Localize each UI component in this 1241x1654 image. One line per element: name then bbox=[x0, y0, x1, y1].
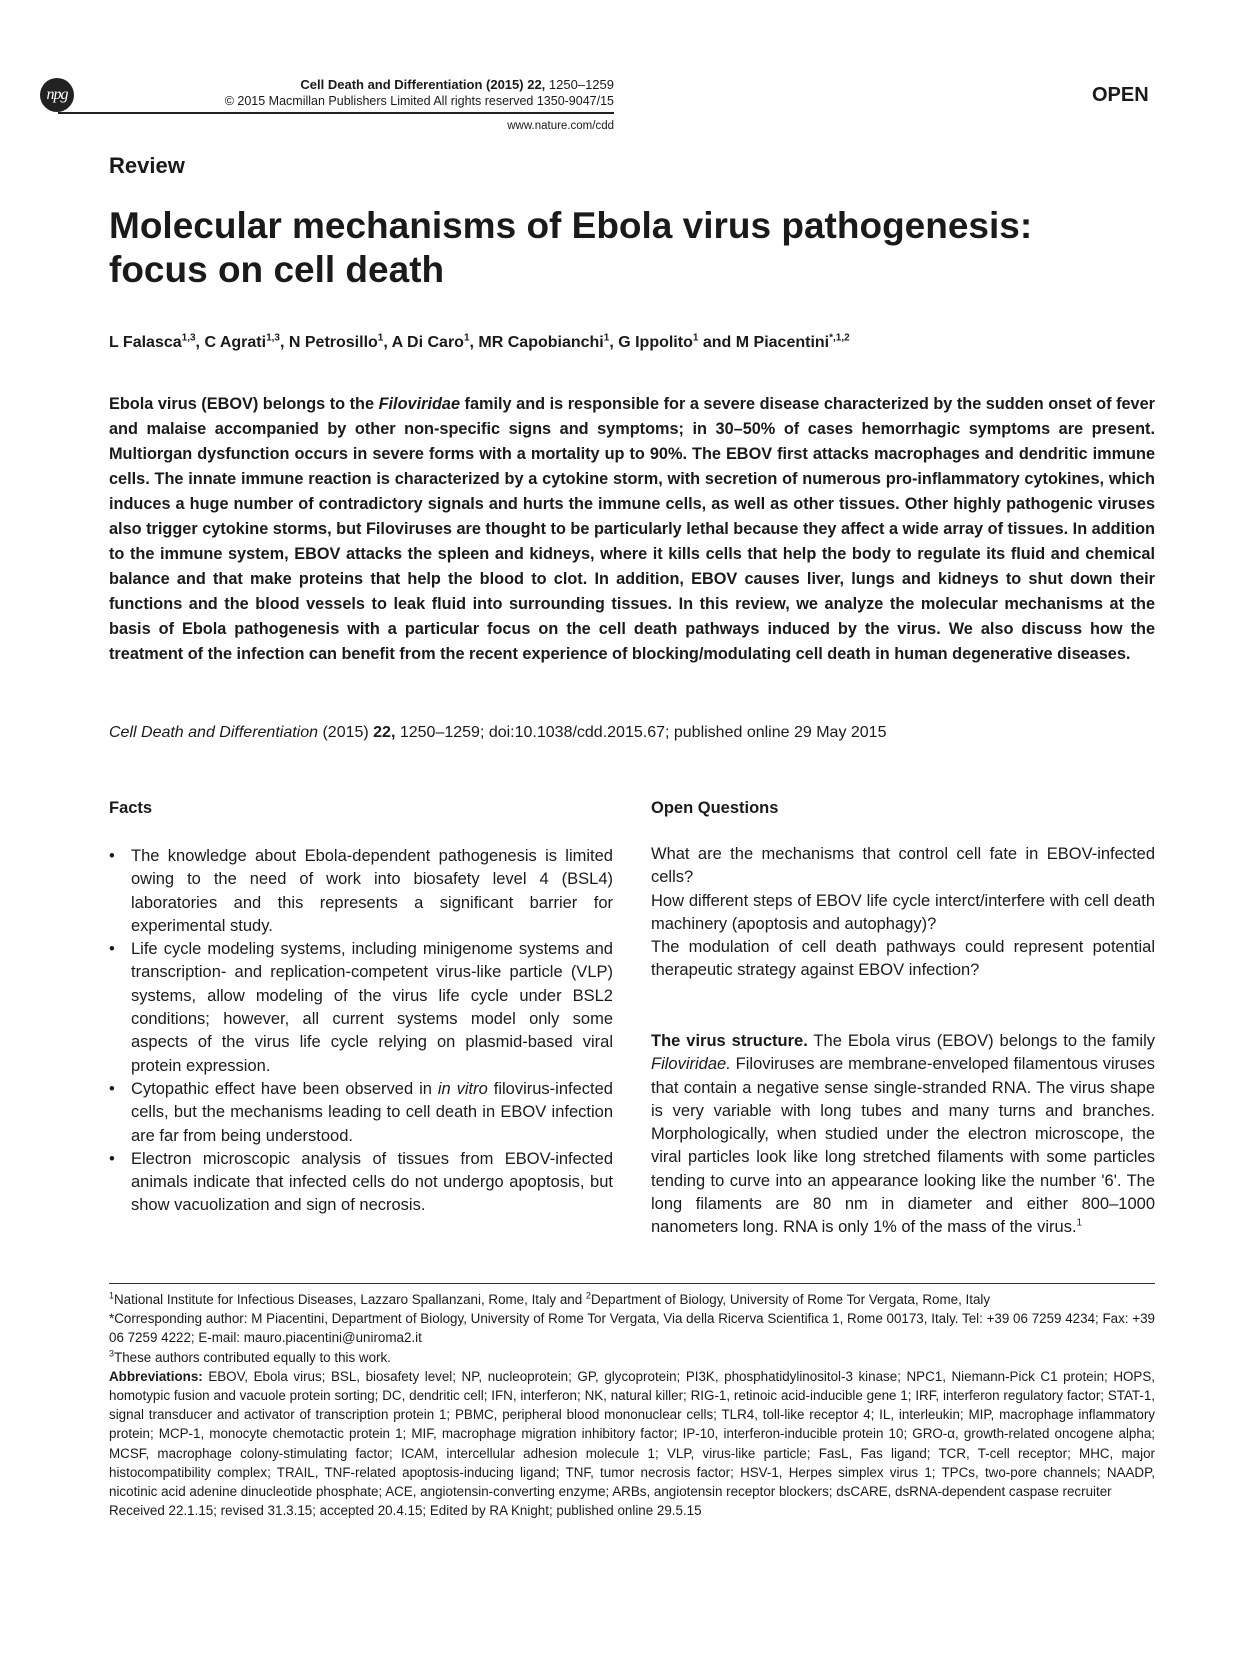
author-affiliation: 1 bbox=[692, 333, 699, 344]
citation-year: (2015) bbox=[318, 724, 374, 741]
corresponding-author: *Corresponding author: M Piacentini, Department of Biology, University of Rome Tor Vergata, Via della Ricerva Scientifica 1, Rome 00173, Italy. Tel: +39 06 7259 4234; Fax: +39 06 7259 4222; E-mail: mauro.piacentini@uniroma2.it bbox=[109, 1311, 1155, 1346]
fact-text: filovirus-infected cells, but the mechanisms leading to cell death in EBOV infection are far from being understood. bbox=[131, 1079, 613, 1145]
journal-info bbox=[225, 76, 614, 110]
journal-pages: 1250–1259 bbox=[548, 77, 614, 92]
section-type: Review bbox=[109, 153, 185, 178]
author-list bbox=[109, 333, 850, 352]
question-item: How different steps of EBOV life cycle interct/interfere with cell death machinery (apoptosis and autophagy)? bbox=[651, 891, 1155, 933]
footnotes bbox=[109, 1290, 1155, 1520]
abstract bbox=[109, 392, 1155, 667]
fact-item bbox=[109, 938, 613, 1078]
journal-name: Cell Death and Differentiation (2015) 22, bbox=[300, 77, 546, 92]
author-affiliation: 1,3 bbox=[181, 333, 196, 344]
abbreviations-text: EBOV, Ebola virus; BSL, biosafety level; NP, nucleoprotein; GP, glycoprotein; PI3K, phosphatidylinositol-3 kinase; NPC1, Niemann-Pick C1 protein; HOPS, homotypic fusion and vacuole protein sorting; DC, dendritic cell; IFN, interferon; NK, natural killer; RIG-1, retinoic acid-inducible gene 1; IRF, interferon regulatory factor; STAT-1, signal transducer and activator of transcription protein 1; PBMC, peripheral blood mononuclear cells; TLR4, toll-like receptor 4; IL, interleukin; MIP, macrophage inflammatory protein; MCP-1, monocyte chemotactic protein 1; MIF, macrophage migration inhibitory factor; IP-10, interferon-inducible protein 10; GRO-α, growth-related oncogene alpha; MCSF, macrophage colony-stimulating factor; ICAM, intercellular adhesion molecule 1; VLP, virus-like particle; FasL, Fas ligand; TCR, T-cell receptor; MHC, major histocompatibility complex; TRAIL, TNF-related apoptosis-inducing ligand; TNF, tumor necrosis factor; HSV-1, Herpes simplex virus 1; TPCs, two-pore channels; NAADP, nicotinic acid adenine dinucleotide phosphate; ACE, angiotensin-converting enzyme; ARBs, angiotensin receptor blockers; dsCARE, dsRNA-dependent caspase recruiter bbox=[109, 1368, 1155, 1500]
journal-website[interactable]: www.nature.com/cdd bbox=[507, 120, 614, 132]
author-name: A Di Caro bbox=[391, 334, 464, 352]
article-citation bbox=[109, 724, 886, 742]
bullet-icon: • bbox=[109, 940, 115, 959]
abbreviations bbox=[109, 1367, 1155, 1501]
author-separator: and bbox=[698, 334, 736, 352]
author-name: G Ippolito bbox=[618, 334, 693, 352]
virus-structure-heading: The virus structure. bbox=[651, 1032, 808, 1050]
author bbox=[392, 334, 479, 351]
author-separator: , bbox=[279, 334, 289, 352]
facts-list bbox=[109, 845, 613, 1218]
reference-marker[interactable]: 1 bbox=[1076, 1217, 1083, 1229]
author-separator: , bbox=[195, 334, 205, 352]
aff-marker: 1 bbox=[109, 1290, 115, 1301]
question-item: The modulation of cell death pathways could represent potential therapeutic strategy against EBOV infection? bbox=[651, 938, 1155, 980]
aff-marker: 3 bbox=[109, 1348, 115, 1359]
aff-marker: 2 bbox=[585, 1290, 591, 1301]
npg-logo bbox=[40, 78, 74, 112]
open-questions bbox=[651, 843, 1155, 983]
fact-item bbox=[109, 1148, 613, 1218]
bullet-icon: • bbox=[109, 1079, 115, 1098]
structure-text-2: Filoviruses are membrane-enveloped filamentous viruses that contain a negative sense single-stranded RNA. The virus shape is very variable with long tubes and many turns and branches. Morphologically, when studied under the electron microscope, the viral particles look like long stretched filaments with some particles tending to curve into an appearance looking like the number '6'. The long filaments are 80 nm in diameter and either 800–1000 nanometers long. RNA is only 1% of the mass of the virus. bbox=[651, 1055, 1155, 1237]
author bbox=[109, 334, 204, 351]
author-name: M Piacentini bbox=[735, 334, 830, 352]
author-affiliation: 1 bbox=[377, 333, 384, 344]
open-access-label: OPEN bbox=[1092, 84, 1149, 106]
author bbox=[736, 334, 850, 351]
title-line-2: focus on cell death bbox=[109, 249, 445, 290]
author-name: MR Capobianchi bbox=[478, 334, 604, 352]
author-affiliation: 1 bbox=[463, 333, 470, 344]
structure-italic: Filoviridae. bbox=[651, 1055, 731, 1074]
author bbox=[289, 334, 392, 351]
bullet-icon: • bbox=[109, 1149, 115, 1168]
author-affiliation: 1,3 bbox=[266, 333, 280, 344]
npg-logo-text: npg bbox=[46, 86, 68, 103]
author-name: N Petrosillo bbox=[288, 334, 378, 352]
copyright-line: © 2015 Macmillan Publishers Limited All rights reserved 1350-9047/15 bbox=[224, 94, 614, 108]
author-affiliation: *,1,2 bbox=[829, 333, 850, 344]
author-separator: , bbox=[469, 334, 479, 352]
abbreviations-label: Abbreviations: bbox=[109, 1368, 203, 1384]
fact-text: The knowledge about Ebola-dependent pathogenesis is limited owing to the need of work into biosafety level 4 (BSL4) laboratories and this represents a significant barrier for experimental study. bbox=[131, 847, 613, 935]
equal-contribution bbox=[109, 1348, 1155, 1367]
structure-text-1: The Ebola virus (EBOV) belongs to the family bbox=[807, 1032, 1155, 1050]
virus-structure-paragraph bbox=[651, 1030, 1155, 1240]
fact-italic: in vitro bbox=[437, 1079, 488, 1098]
affiliation-1: National Institute for Infectious Diseases, Lazzaro Spallanzani, Rome, Italy and bbox=[114, 1292, 586, 1307]
open-questions-heading: Open Questions bbox=[651, 799, 779, 817]
footnote-rule bbox=[109, 1283, 1155, 1284]
fact-text: Electron microscopic analysis of tissues from EBOV-infected animals indicate that infected cells do not undergo apoptosis, but show vacuolization and sign of necrosis. bbox=[131, 1149, 613, 1215]
title-line-1: Molecular mechanisms of Ebola virus pathogenesis: bbox=[109, 205, 1033, 246]
facts-heading: Facts bbox=[109, 799, 153, 817]
author bbox=[204, 334, 288, 351]
abstract-text-2: family and is responsible for a severe disease characterized by the sudden onset of fever and malaise accompanied by other non-specific signs and symptoms; in 30–50% of cases hemorrhagic symptoms are present. Multiorgan dysfunction occurs in severe forms with a mortality up to 90%. The EBOV first attacks macrophages and dendritic immune cells. The innate immune reaction is characterized by a cytokine storm, with secretion of numerous pro-inflammatory cytokines, which induces a huge number of contradictory signals and hurts the immune cells, as well as other tissues. Other highly pathogenic viruses also trigger cytokine storms, but Filoviruses are thought to be particularly lethal because they affect a wide array of tissues. In addition to the immune system, EBOV attacks the spleen and kidneys, where it kills cells that help the body to regulate its fluid and chemical balance and that make proteins that help the blood to clot. In addition, EBOV causes liver, lungs and kidneys to shut down their functions and the blood vessels to leak fluid into surrounding tissues. In this review, we analyze the molecular mechanisms at the basis of Ebola pathogenesis with a particular focus on the cell death pathways induced by the virus. We also discuss how the treatment of the infection can benefit from the recent experience of blocking/modulating cell death in human degenerative diseases. bbox=[109, 395, 1155, 663]
author-name: C Agrati bbox=[204, 334, 267, 352]
header-rule bbox=[58, 112, 614, 114]
abstract-italic: Filoviridae bbox=[378, 395, 461, 413]
affiliation-2: Department of Biology, University of Rome Tor Vergata, Rome, Italy bbox=[590, 1292, 991, 1307]
journal-citation-line bbox=[225, 76, 614, 93]
fact-text: Life cycle modeling systems, including minigenome systems and transcription- and replication-competent virus-like particle (VLP) systems, allow modeling of the virus life cycle under BSL2 conditions; however, all current systems model only some aspects of the virus life cycle relying on plasmid-based viral protein expression. bbox=[131, 940, 613, 1075]
fact-text: Cytopathic effect have been observed in bbox=[131, 1079, 438, 1098]
question-item: What are the mechanisms that control cell fate in EBOV-infected cells? bbox=[651, 845, 1155, 887]
affiliations bbox=[109, 1290, 1155, 1309]
citation-volume: 22, bbox=[373, 724, 396, 741]
affiliation-3: These authors contributed equally to this work. bbox=[114, 1349, 391, 1365]
abstract-text-1: Ebola virus (EBOV) belongs to the bbox=[109, 395, 379, 413]
author-affiliation: 1 bbox=[603, 333, 610, 344]
author bbox=[618, 334, 736, 351]
author bbox=[478, 334, 618, 351]
article-title bbox=[109, 204, 1149, 292]
author-separator: , bbox=[383, 334, 392, 352]
author-separator: , bbox=[609, 334, 619, 352]
bullet-icon: • bbox=[109, 847, 115, 865]
fact-item bbox=[109, 845, 613, 938]
citation-details: 1250–1259; doi:10.1038/cdd.2015.67; published online 29 May 2015 bbox=[395, 724, 887, 741]
citation-journal: Cell Death and Differentiation bbox=[109, 724, 319, 741]
fact-item bbox=[109, 1078, 613, 1148]
received-dates: Received 22.1.15; revised 31.3.15; accepted 20.4.15; Edited by RA Knight; published online 29.5.15 bbox=[109, 1503, 702, 1519]
author-name: L Falasca bbox=[109, 334, 182, 352]
